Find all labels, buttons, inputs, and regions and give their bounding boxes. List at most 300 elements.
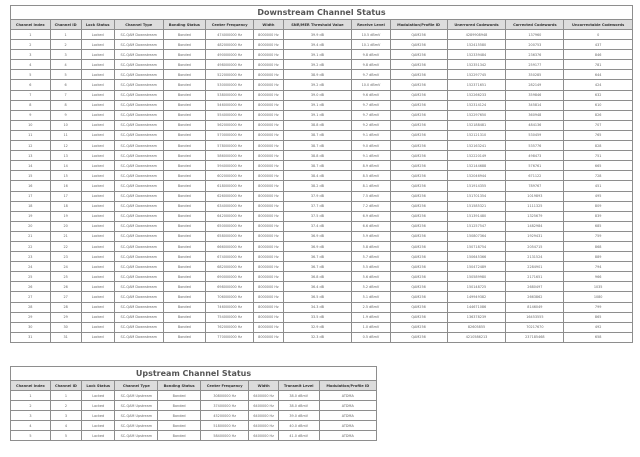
table-cell: 152415580 [447,40,506,50]
table-cell: 18 [11,201,51,211]
table-cell: 8000000 Hz [254,201,283,211]
table-cell: Bonded [158,421,201,431]
table-cell: ATDMA [319,421,376,431]
table-cell: 9.7 dBmV [352,70,390,80]
table-cell: QAM256 [390,161,447,171]
table-cell: 10.0 dBmV [352,80,390,90]
table-cell: 23 [11,252,51,262]
table-cell: 38.9 dB [283,70,352,80]
table-cell: 150807364 [447,231,506,241]
table-cell: QAM256 [390,252,447,262]
column-header: Receive Level [352,20,390,30]
table-cell: ATDMA [319,411,376,421]
table-cell: SC-QAM Downstream [114,141,163,151]
table-cell: 828 [564,141,633,151]
table-cell: 3 [50,50,81,60]
table-cell: 24 [11,262,51,272]
table-cell: SC-QAM Upstream [115,411,158,421]
table-cell: 8000000 Hz [254,211,283,221]
table-cell: 39.0 dB [283,90,352,100]
table-cell: SC-QAM Downstream [114,262,163,272]
table-cell: 38.7 dB [283,161,352,171]
table-cell: Locked [81,100,114,110]
table-cell: 7.2 dBmV [352,201,390,211]
table-cell: 3 [50,411,81,421]
table-cell: QAM256 [390,201,447,211]
table-cell: 17 [50,191,81,201]
table-cell: 9.2 dBmV [352,120,390,130]
table-cell: 32.3 dB [283,332,352,342]
table-cell: 495 [564,191,633,201]
table-row [11,312,633,322]
table-cell: 38.8 dB [283,120,352,130]
table-row [11,231,633,241]
table-cell: SC-QAM Downstream [114,30,163,40]
table-cell: Locked [81,110,114,120]
table-cell: 6.6 dBmV [352,221,390,231]
table-cell: 37.9 dB [283,191,352,201]
table-cell: 39.1 dB [283,100,352,110]
table-cell: SC-QAM Downstream [114,110,163,120]
table-cell: SC-QAM Downstream [114,322,163,332]
table-cell: 9.6 dBmV [352,90,390,100]
table-cell: 8 [11,100,51,110]
table-cell: 868 [564,241,633,251]
table-cell: Bonded [163,50,205,60]
table-cell: Locked [81,221,114,231]
table-cell: Locked [82,401,115,411]
table-cell: 9.8 dBmV [352,50,390,60]
table-cell: 4 [11,421,51,431]
table-cell: SC-QAM Downstream [114,171,163,181]
table-cell: Bonded [163,221,205,231]
table-cell: 36.9 dB [283,231,352,241]
table-cell: 8000000 Hz [254,302,283,312]
table-cell: Bonded [163,332,205,342]
table-cell: 9 [50,110,81,120]
table-cell: 6 [11,80,51,90]
table-cell: 8000000 Hz [254,272,283,282]
table-row [11,252,633,262]
table-row [11,50,633,60]
table-cell: 38.4 dB [283,171,352,181]
table-cell: 799 [564,302,633,312]
table-cell: 451 [564,181,633,191]
table-row [11,411,377,421]
table-cell: Bonded [163,302,205,312]
table-cell: 10.1 dBmV [352,40,390,50]
table-cell: 37.7 dB [283,201,352,211]
table-cell: 6400000 Hz [249,391,278,401]
table-cell: 522000000 Hz [206,70,254,80]
table-cell: Locked [81,241,114,251]
table-cell: 8000000 Hz [254,171,283,181]
table-cell: 8146049 [506,302,564,312]
table-cell: Bonded [163,151,205,161]
table-cell: 29 [11,312,51,322]
table-cell: 5.2 dBmV [352,282,390,292]
table-cell: 2284901 [506,262,564,272]
table-cell: Locked [81,322,114,332]
table-cell: 38.2 dB [283,181,352,191]
table-cell: 8000000 Hz [254,262,283,272]
table-cell: 492 [564,322,633,332]
column-header: Channel ID [50,381,81,391]
table-cell: 360948 [506,110,564,120]
table-cell: Locked [81,201,114,211]
table-cell: 39.2 dB [283,80,352,90]
column-header: Center Frequency [206,20,254,30]
column-header: Channel Index [11,20,51,30]
table-cell: SC-QAM Downstream [114,80,163,90]
table-cell: 5.8 dBmV [352,241,390,251]
table-cell: 632 [564,90,633,100]
table-cell: 8000000 Hz [254,90,283,100]
table-cell: 8000000 Hz [254,30,283,40]
table-cell: 58400000 Hz [200,431,249,441]
table-cell: SC-QAM Downstream [114,332,163,342]
table-cell: 9.1 dBmV [352,130,390,140]
table-cell: 8000000 Hz [254,292,283,302]
table-cell: 150718754 [447,241,506,251]
table-cell: 9.7 dBmV [352,100,390,110]
table-cell: 37.4 dB [283,221,352,231]
table-cell: SC-QAM Downstream [114,252,163,262]
column-header: Channel Type [115,381,158,391]
table-cell: 37.5 dB [283,211,352,221]
table-cell: Bonded [163,60,205,70]
table-cell: 8000000 Hz [254,241,283,251]
downstream-title: Downstream Channel Status [11,6,633,20]
table-cell: 36.9 dB [283,241,352,251]
table-cell: QAM256 [390,30,447,40]
table-cell: 658 [564,332,633,342]
table-cell: 781 [564,60,633,70]
table-row [11,60,633,70]
table-cell: QAM256 [390,120,447,130]
table-cell: 24 [50,262,81,272]
table-cell: 1.0 dBmV [352,322,390,332]
table-cell: 20 [11,221,51,231]
table-cell: 8000000 Hz [254,181,283,191]
table-cell: 765 [564,130,633,140]
table-cell: 839 [564,211,633,221]
table-cell: 535776 [506,141,564,151]
table-cell: 665 [564,161,633,171]
table-cell: 82605855 [447,322,506,332]
table-cell: 16 [50,181,81,191]
table-row [11,151,633,161]
table-cell: SC-QAM Downstream [114,120,163,130]
table-cell: SC-QAM Downstream [114,221,163,231]
table-cell: 6 [50,80,81,90]
table-cell: Bonded [163,90,205,100]
table-cell: QAM256 [390,292,447,302]
table-cell: 18 [50,201,81,211]
table-cell: 12 [50,141,81,151]
table-cell: 38.8 dB [283,151,352,161]
table-cell: 4 [50,60,81,70]
table-cell: Bonded [163,322,205,332]
table-cell: 152351342 [447,60,506,70]
table-cell: Bonded [163,241,205,251]
table-cell: Bonded [163,120,205,130]
table-cell: Locked [81,272,114,282]
table-cell: 554000000 Hz [206,110,254,120]
table-cell: 6400000 Hz [249,421,278,431]
table-cell: 9 [11,110,51,120]
table-cell: 530459 [506,130,564,140]
table-cell: Locked [81,151,114,161]
table-cell: QAM256 [390,332,447,342]
table-cell: 9.0 dBmV [352,141,390,151]
downstream-header-row [11,20,633,30]
table-cell: 21 [50,231,81,241]
table-cell: 6400000 Hz [249,401,278,411]
table-cell: 789767 [506,181,564,191]
column-header: Corrected Codewords [506,20,564,30]
table-row [11,431,377,441]
table-cell: 16 [11,181,51,191]
table-cell: 8.1 dBmV [352,181,390,191]
table-cell: QAM256 [390,272,447,282]
table-cell: 36.4 dB [283,282,352,292]
table-cell: 6.9 dBmV [352,211,390,221]
table-cell: 8000000 Hz [254,110,283,120]
table-cell: Locked [81,30,114,40]
table-cell: 10.5 dBmV [352,30,390,40]
table-cell: Locked [81,262,114,272]
table-cell: SC-QAM Downstream [114,211,163,221]
table-cell: 8000000 Hz [254,151,283,161]
table-cell: 137960 [506,30,564,40]
table-cell: 1019893 [506,191,564,201]
table-cell: 4 [50,421,81,431]
column-header: Width [249,381,278,391]
table-cell: 4 [11,60,51,70]
table-cell: 150645366 [447,252,506,262]
table-cell: 39.9 dB [283,30,352,40]
table-cell: 7 [50,90,81,100]
table-cell: 846 [564,50,633,60]
table-cell: SC-QAM Downstream [114,292,163,302]
table-cell: 10 [11,120,51,130]
table-cell: 37400000 Hz [200,401,249,411]
table-cell: 1 [50,30,81,40]
table-cell: 150148725 [447,282,506,292]
table-cell: 25 [50,272,81,282]
table-cell: 14 [50,161,81,171]
table-cell: SC-QAM Downstream [114,201,163,211]
table-cell: 0.5 dBmV [352,332,390,342]
table-cell: 29 [50,312,81,322]
table-cell: 151585321 [447,201,506,211]
table-cell: QAM256 [390,171,447,181]
table-cell: 8000000 Hz [254,80,283,90]
table-cell: 5.1 dBmV [352,292,390,302]
table-cell: 8000000 Hz [254,161,283,171]
table-cell: 51800000 Hz [200,421,249,431]
table-cell: Bonded [163,40,205,50]
table-cell: Bonded [163,130,205,140]
table-row [11,141,633,151]
table-cell: Locked [81,50,114,60]
table-cell: Locked [81,130,114,140]
table-cell: SC-QAM Downstream [114,241,163,251]
table-cell: Bonded [163,292,205,302]
table-cell: 38.0 dBmV [278,401,319,411]
table-cell: Locked [82,391,115,401]
table-cell: Locked [81,70,114,80]
table-cell: 826 [564,110,633,120]
table-cell: 762000000 Hz [206,322,254,332]
table-row [11,201,633,211]
table-cell: QAM256 [390,40,447,50]
table-cell: 14 [11,161,51,171]
table-cell: 152121310 [447,130,506,140]
table-cell: 36.5 dB [283,292,352,302]
table-cell: 8000000 Hz [254,231,283,241]
table-cell: 11 [11,130,51,140]
table-cell: 746000000 Hz [206,302,254,312]
table-cell: QAM256 [390,322,447,332]
table-cell: 151257547 [447,221,506,231]
table-cell: 22 [50,241,81,251]
table-cell: Bonded [163,100,205,110]
table-row [11,221,633,231]
table-cell: 8000000 Hz [254,40,283,50]
table-cell: Bonded [163,30,205,40]
table-row [11,70,633,80]
table-cell: ATDMA [319,391,376,401]
table-cell: 2054715 [506,241,564,251]
table-cell: 770000000 Hz [206,332,254,342]
table-cell: QAM256 [390,151,447,161]
table-row [11,90,633,100]
table-cell: QAM256 [390,70,447,80]
table-cell: 45200000 Hz [200,411,249,421]
table-cell: 682000000 Hz [206,262,254,272]
table-row [11,241,633,251]
table-cell: SC-QAM Downstream [114,100,163,110]
table-cell: SC-QAM Downstream [114,312,163,322]
table-cell: 5.9 dBmV [352,231,390,241]
table-cell: 5 [50,431,81,441]
table-cell: 16453555 [506,312,564,322]
column-header: SNR/MER Threshold Value [283,20,352,30]
table-cell: Locked [81,312,114,322]
table-cell: Bonded [163,70,205,80]
table-row [11,161,633,171]
table-cell: 8000000 Hz [254,50,283,60]
table-cell: 152163241 [447,141,506,151]
table-cell: 152339484 [447,50,506,60]
table-cell: 152266233 [447,90,506,100]
table-cell: 34.3 dB [283,302,352,312]
table-cell: 152220149 [447,151,506,161]
table-row [11,272,633,282]
table-cell: 8000000 Hz [254,70,283,80]
table-cell: SC-QAM Downstream [114,40,163,50]
table-cell: 151701354 [447,191,506,201]
table-row [11,302,633,312]
table-cell: 38.0 dBmV [278,391,319,401]
downstream-table [10,5,633,343]
column-header: Bonding Status [163,20,205,30]
table-cell: 644 [564,70,633,80]
table-cell: QAM256 [390,211,447,221]
table-cell: Locked [81,302,114,312]
table-cell: 13 [50,151,81,161]
table-cell: 10 [50,120,81,130]
table-cell: 8000000 Hz [254,141,283,151]
table-cell: 36.7 dB [283,252,352,262]
table-cell: 437 [564,40,633,50]
table-cell: 546000000 Hz [206,100,254,110]
table-cell: 658000000 Hz [206,231,254,241]
table-row [11,110,633,120]
table-cell: 152371651 [447,80,506,90]
table-cell: SC-QAM Downstream [114,191,163,201]
table-cell: 41.0 dBmV [278,431,319,441]
table-cell: QAM256 [390,80,447,90]
table-cell: Bonded [163,262,205,272]
table-cell: 19 [11,211,51,221]
table-cell: 707 [564,120,633,130]
table-cell: 1 [50,391,81,401]
table-cell: 751 [564,151,633,161]
table-cell: 152188481 [447,120,506,130]
table-cell: 8000000 Hz [254,60,283,70]
column-header: Lock Status [82,381,115,391]
column-header: Bonding Status [158,381,201,391]
table-cell: 359846 [506,90,564,100]
table-cell: 17 [11,191,51,201]
table-cell: 2131524 [506,252,564,262]
column-header: Modulation/Profile ID [319,381,376,391]
table-cell: QAM256 [390,221,447,231]
table-cell: 1 [11,391,51,401]
table-cell: 594000000 Hz [206,161,254,171]
table-cell: Bonded [163,282,205,292]
table-cell: 8 [50,100,81,110]
table-cell: ATDMA [319,401,376,411]
table-cell: 865 [564,312,633,322]
table-cell: 490000000 Hz [206,50,254,60]
table-row [11,292,633,302]
upstream-title: Upstream Channel Status [11,367,377,381]
table-cell: 70217670 [506,322,564,332]
table-row [11,282,633,292]
table-cell: Bonded [163,161,205,171]
table-cell: 8000000 Hz [254,100,283,110]
table-cell: 706000000 Hz [206,292,254,302]
table-cell: SC-QAM Downstream [114,282,163,292]
column-header: Channel Index [11,381,51,391]
table-cell: 36.7 dB [283,262,352,272]
table-cell: 482000000 Hz [206,40,254,50]
table-cell: Locked [81,80,114,90]
table-cell: Locked [81,90,114,100]
table-cell: 2.5 dBmV [352,302,390,312]
table-cell: 570000000 Hz [206,130,254,140]
table-cell: 236376 [506,50,564,60]
table-cell: 424 [564,80,633,90]
table-cell: 8000000 Hz [254,282,283,292]
table-cell: 1929431 [506,231,564,241]
table-cell: 586000000 Hz [206,151,254,161]
table-cell: Locked [81,252,114,262]
